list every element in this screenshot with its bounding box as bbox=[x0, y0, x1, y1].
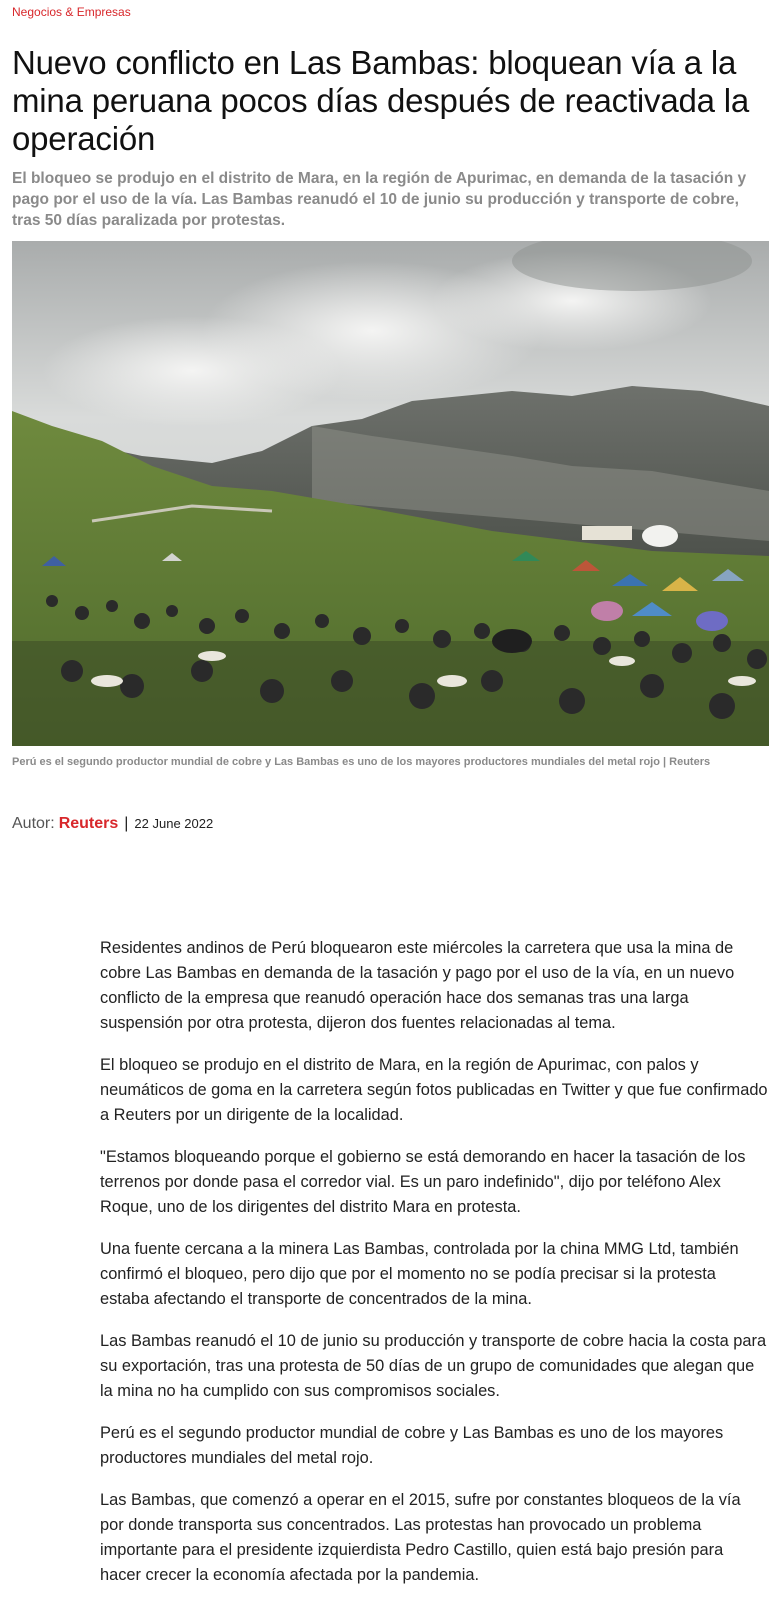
article-paragraph: Las Bambas reanudó el 10 de junio su producción y transporte de cobre hacia la costa para su exportación, tras una protesta de 50 días de un grupo de comunidades que alegan que la mina no ha cumplido con sus compromisos sociales. bbox=[100, 1332, 767, 1400]
image-caption: Perú es el segundo productor mundial de cobre y Las Bambas es uno de los mayores productores mundiales del metal rojo | Reuters bbox=[12, 756, 711, 768]
article-paragraph: Residentes andinos de Perú bloquearon este miércoles la carretera que usa la mina de cobre Las Bambas en demanda de la tasación y pago por el uso de la vía, en un nuevo conflicto de la empresa que reanudó operación hace dos semanas tras una larga suspensión por otra protesta, dijeron dos fuentes relacionadas al tema. bbox=[100, 939, 735, 1032]
article-paragraph: Una fuente cercana a la minera Las Bambas, controlada por la china MMG Ltd, también confirmó el bloqueo, pero dijo que por el momento no se podía precisar si la protesta estaba afectando el transporte de concentrados de la mina. bbox=[100, 1240, 739, 1308]
article-body bbox=[100, 936, 768, 1605]
article-subtitle: El bloqueo se produjo en el distrito de Mara, en la región de Apurimac, en demanda de la tasación y pago por el uso de la vía. Las Bambas reanudó el 10 de junio su producción y transporte de cobre, tras 50 días paralizada por protestas. bbox=[12, 170, 747, 229]
article-paragraph: Las Bambas, que comenzó a operar en el 2015, sufre por constantes bloqueos de la vía por donde transporta sus concentrados. Las protestas han provocado un problema importante para el presidente izquierdista Pedro Castillo, quien está bajo presión para hacer crecer la economía afectada por la pandemia. bbox=[100, 1491, 741, 1584]
author-link[interactable]: Reuters bbox=[58, 815, 119, 832]
byline-separator: | bbox=[124, 815, 129, 832]
article-hero-image bbox=[12, 241, 769, 746]
publish-date: 22 June 2022 bbox=[134, 816, 214, 831]
byline bbox=[12, 815, 213, 833]
article-paragraph: Perú es el segundo productor mundial de cobre y Las Bambas es uno de los mayores productores mundiales del metal rojo. bbox=[100, 1424, 724, 1467]
article-paragraph: "Estamos bloqueando porque el gobierno se está demorando en hacer la tasación de los terrenos por donde pasa el corredor vial. Es un paro indefinido", dijo por teléfono Alex Roque, uno de los dirigentes del distrito Mara en protesta. bbox=[100, 1148, 746, 1216]
category-link[interactable]: Negocios & Empresas bbox=[12, 5, 131, 19]
article-paragraph: El bloqueo se produjo en el distrito de Mara, en la región de Apurimac, con palos y neumáticos de goma en la carretera según fotos publicadas en Twitter y que fue confirmado a Reuters por un dirigente de la localidad. bbox=[100, 1056, 768, 1124]
byline-label: Autor: bbox=[12, 815, 55, 832]
hero-photo bbox=[12, 241, 769, 746]
article-headline: Nuevo conflicto en Las Bambas: bloquean vía a la mina peruana pocos días después de reactivada la operación bbox=[12, 44, 750, 157]
